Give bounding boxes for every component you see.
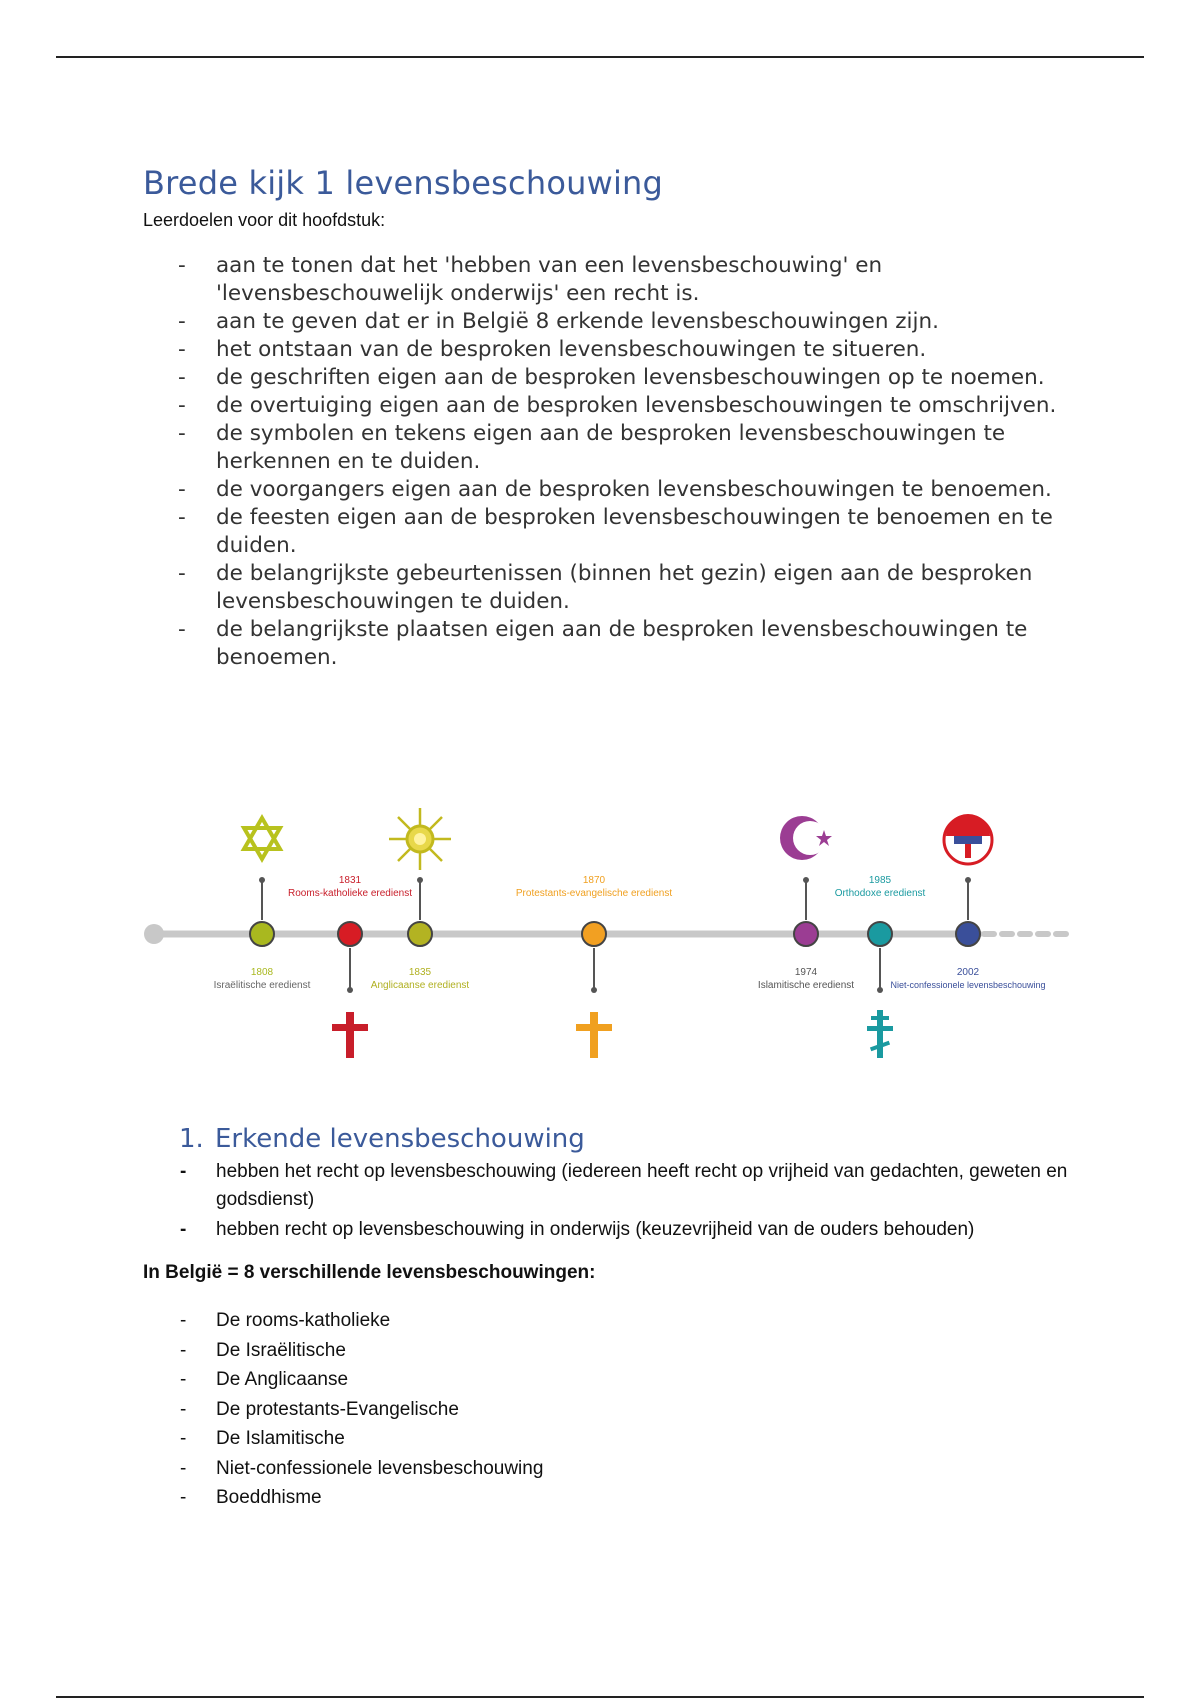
goal-text: aan te tonen dat het 'hebben van een levensbeschouwing' en 'levensbeschouwelijk onderwijs' een recht is. — [216, 253, 883, 306]
timeline-node-1808 — [250, 922, 274, 946]
item-text: Niet-confessionele levensbeschouwing — [216, 1457, 544, 1479]
goal-text: de belangrijkste gebeurtenissen (binnen het gezin) eigen aan de besproken levensbeschouwingen te duiden. — [216, 561, 1033, 614]
list-item — [178, 1336, 778, 1366]
year-2002: 2002 — [956, 967, 980, 978]
timeline-figure — [134, 790, 1074, 1080]
list-item — [178, 1158, 1078, 1214]
item-text: De Islamitische — [216, 1428, 345, 1449]
belgium-heading: In België = 8 verschillende levensbeschouwingen: — [143, 1262, 596, 1283]
timeline-node-1985 — [868, 922, 892, 946]
stem-dot-2002 — [965, 877, 971, 883]
bullet: - — [180, 1428, 187, 1449]
bullet: - — [180, 1161, 187, 1182]
bullet: - — [178, 561, 186, 586]
bullet: - — [178, 337, 186, 362]
list-item — [178, 1424, 778, 1454]
stem-dot-1831 — [347, 987, 353, 993]
label-1808: Israëlitische eredienst — [213, 980, 311, 991]
belgium-list — [178, 1306, 778, 1513]
year-1808: 1808 — [250, 967, 274, 978]
bullet: - — [180, 1487, 187, 1508]
list-item — [178, 1216, 1078, 1244]
learning-goals-list — [178, 252, 1058, 672]
list-item — [178, 336, 1058, 364]
latin-cross-icon — [332, 1012, 368, 1058]
list-item — [178, 616, 1058, 672]
fact-text: hebben het recht op levensbeschouwing (iedereen heeft recht op vrijheid van gedachten, geweten en godsdienst) — [216, 1161, 1068, 1210]
stem-dot-1835 — [417, 877, 423, 883]
list-item — [178, 308, 1058, 336]
timeline-node-1974 — [794, 922, 818, 946]
item-text: De protestants-Evangelische — [216, 1398, 459, 1420]
goal-text: de belangrijkste plaatsen eigen aan de besproken levensbeschouwingen te benoemen. — [216, 617, 1028, 670]
list-item — [178, 1395, 778, 1425]
stem-dot-1974 — [803, 877, 809, 883]
timeline-node-1870 — [582, 922, 606, 946]
page-title: Brede kijk 1 levensbeschouwing — [143, 164, 664, 202]
bullet: - — [180, 1457, 187, 1479]
bullet: - — [180, 1369, 187, 1390]
timeline-start-dot — [144, 924, 164, 944]
cross-icon — [576, 1012, 612, 1058]
list-item — [178, 476, 1058, 504]
timeline-node-2002 — [956, 922, 980, 946]
bullet: - — [178, 393, 186, 418]
goal-text: het ontstaan van de besproken levensbeschouwingen te situeren. — [216, 337, 927, 362]
item-text: Boeddhisme — [216, 1487, 322, 1508]
bullet: - — [180, 1339, 187, 1361]
label-2002: Niet-confessionele levensbeschouwing — [890, 980, 1046, 990]
orthodox-cross-icon — [867, 1010, 893, 1058]
stem-dot-1985 — [877, 987, 883, 993]
list-item — [178, 1306, 778, 1336]
subtitle: Leerdoelen voor dit hoofdstuk: — [143, 210, 386, 230]
header-rule — [56, 56, 1144, 58]
bullet: - — [180, 1219, 187, 1240]
label-1870: Protestants-evangelische eredienst — [515, 888, 673, 899]
label-1831: Rooms-katholieke eredienst — [288, 888, 412, 899]
year-1974: 1974 — [794, 967, 818, 978]
sun-icon — [389, 808, 451, 870]
bullet: - — [178, 477, 186, 502]
timeline-node-1831 — [338, 922, 362, 946]
goal-text: de symbolen en tekens eigen aan de besproken levensbeschouwingen te herkennen en te duiden. — [216, 421, 1006, 474]
label-1974: Islamitische eredienst — [757, 980, 855, 991]
label-1985: Orthodoxe eredienst — [834, 888, 926, 899]
bullet: - — [178, 253, 186, 278]
stem-dot-1808 — [259, 877, 265, 883]
goal-text: de feesten eigen aan de besproken levensbeschouwingen te benoemen en te duiden. — [216, 505, 1053, 558]
crescent-star-icon — [780, 816, 832, 860]
section-heading — [179, 1124, 585, 1154]
goal-text: de geschriften eigen aan de besproken levensbeschouwingen op te noemen. — [216, 365, 1045, 390]
footer-rule — [56, 1696, 1144, 1698]
bullet: - — [178, 617, 186, 642]
bullet: - — [180, 1398, 187, 1420]
section-number: 1. — [179, 1124, 204, 1154]
list-item — [178, 392, 1058, 420]
item-text: De Israëlitische — [216, 1339, 346, 1361]
item-text: De rooms-katholieke — [216, 1310, 391, 1331]
list-item — [178, 1454, 778, 1484]
rights-list — [178, 1158, 1078, 1246]
year-1870: 1870 — [582, 875, 606, 886]
year-1985: 1985 — [868, 875, 892, 886]
list-item — [178, 1365, 778, 1395]
item-text: De Anglicaanse — [216, 1369, 349, 1390]
bullet: - — [178, 421, 186, 446]
year-1835: 1835 — [408, 967, 432, 978]
year-1831: 1831 — [338, 875, 362, 886]
goal-text: aan te geven dat er in België 8 erkende levensbeschouwingen zijn. — [216, 309, 939, 334]
label-1835: Anglicaanse eredienst — [370, 980, 470, 991]
list-item — [178, 560, 1058, 616]
bullet: - — [178, 309, 186, 334]
torch-emblem-icon — [944, 814, 992, 864]
goal-text: de overtuiging eigen aan de besproken levensbeschouwingen te omschrijven. — [216, 393, 1057, 418]
fact-text: hebben recht op levensbeschouwing in onderwijs (keuzevrijheid van de ouders behouden) — [216, 1219, 975, 1240]
list-item — [178, 252, 1058, 308]
timeline-node-1835 — [408, 922, 432, 946]
list-item — [178, 364, 1058, 392]
section-title: Erkende levensbeschouwing — [215, 1124, 585, 1154]
bullet: - — [178, 365, 186, 390]
bullet: - — [178, 505, 186, 530]
stem-dot-1870 — [591, 987, 597, 993]
list-item — [178, 420, 1058, 476]
star-of-david-icon — [244, 818, 280, 859]
bullet: - — [180, 1310, 187, 1331]
timeline-svg — [134, 790, 1074, 1080]
list-item — [178, 504, 1058, 560]
list-item — [178, 1483, 778, 1513]
goal-text: de voorgangers eigen aan de besproken levensbeschouwingen te benoemen. — [216, 477, 1052, 502]
